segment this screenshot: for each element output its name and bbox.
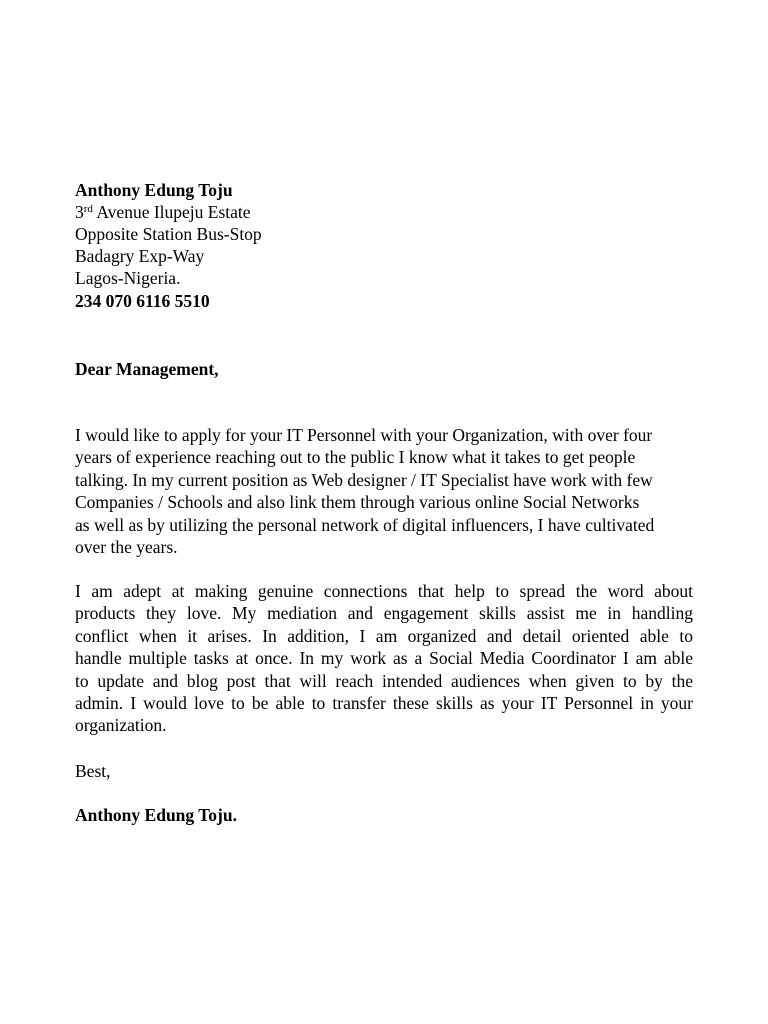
paragraph-2-line: conflict when it arises. In addition, I am organized and detail oriented able to bbox=[75, 625, 693, 646]
sender-name: Anthony Edung Toju bbox=[75, 180, 233, 200]
street-name: Avenue Ilupeju Estate bbox=[92, 202, 251, 222]
paragraph-1-line: Companies / Schools and also link them through various online Social Networks bbox=[75, 492, 640, 513]
signature-name: Anthony Edung Toju. bbox=[75, 805, 237, 825]
paragraph-1-line: I would like to apply for your IT Personnel with your Organization, with over four bbox=[75, 425, 653, 445]
paragraph-1-line: talking. In my current position as Web designer / IT Specialist have work with few bbox=[75, 469, 653, 490]
paragraph-2-line: handle multiple tasks at once. In my work as a Social Media Coordinator I am able bbox=[75, 648, 693, 669]
paragraph-2-line: to update and blog post that will reach intended audiences when given to by the bbox=[75, 670, 693, 691]
street-number: 3 bbox=[75, 202, 84, 222]
salutation: Dear Management, bbox=[75, 359, 219, 379]
paragraph-1-line: years of experience reaching out to the public I know what it takes to get people bbox=[75, 447, 636, 468]
sender-address-line2: Opposite Station Bus-Stop bbox=[75, 224, 262, 244]
paragraph-2-line: products they love. My mediation and engagement skills assist me in handling bbox=[75, 603, 693, 624]
paragraph-2-line: I am adept at making genuine connections that help to spread the word about bbox=[75, 581, 693, 601]
sender-phone: 234 070 6116 5510 bbox=[75, 291, 210, 311]
body-paragraph-2 bbox=[75, 580, 693, 737]
paragraph-1-line: over the years. bbox=[75, 537, 178, 558]
sender-address-line1 bbox=[75, 201, 251, 223]
sender-address-line3: Badagry Exp-Way bbox=[75, 246, 205, 266]
sender-address-line4: Lagos-Nigeria. bbox=[75, 268, 181, 288]
street-number-suffix: rd bbox=[83, 203, 93, 215]
paragraph-2-line: organization. bbox=[75, 715, 167, 736]
closing: Best, bbox=[75, 761, 111, 781]
paragraph-2-line: admin. I would love to be able to transfer these skills as your IT Personnel in your bbox=[75, 693, 693, 714]
paragraph-1-line: as well as by utilizing the personal network of digital influencers, I have cultivated bbox=[75, 514, 655, 535]
body-paragraph-1 bbox=[75, 424, 654, 558]
